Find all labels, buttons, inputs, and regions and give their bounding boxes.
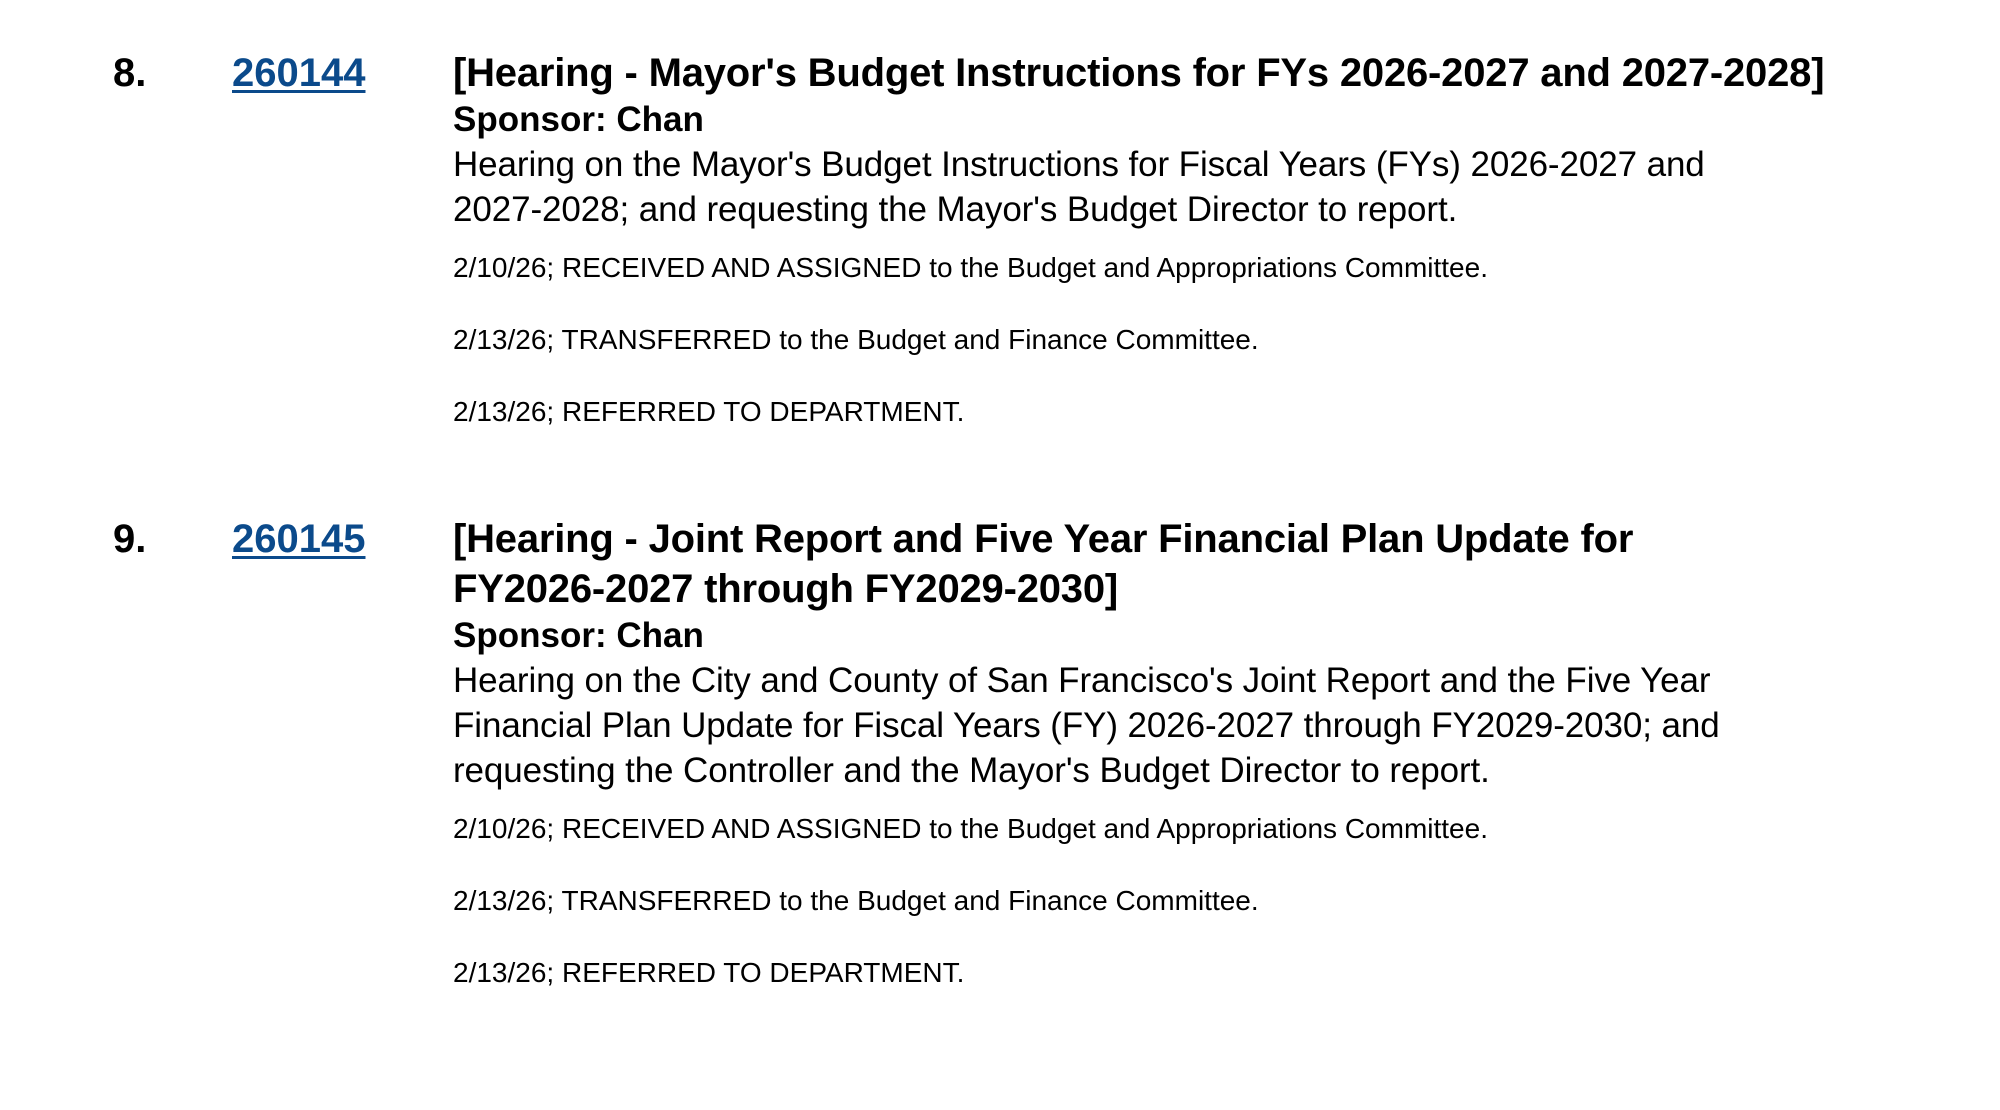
item-sponsor: Sponsor: Chan bbox=[453, 616, 704, 655]
action-entry: 2/13/26; TRANSFERRED to the Budget and Finance Committee. bbox=[453, 324, 1259, 355]
item-title-line: FY2026-2027 through FY2029-2030] bbox=[453, 567, 1119, 611]
action-history bbox=[453, 250, 1983, 466]
action-entry: 2/13/26; TRANSFERRED to the Budget and Finance Committee. bbox=[453, 885, 1259, 916]
item-content bbox=[453, 514, 1983, 1027]
item-description-line: Hearing on the City and County of San Francisco's Joint Report and the Five Year bbox=[453, 661, 1711, 700]
action-entry: 2/10/26; RECEIVED AND ASSIGNED to the Budget and Appropriations Committee. bbox=[453, 813, 1488, 844]
item-description-line: 2027-2028; and requesting the Mayor's Budget Director to report. bbox=[453, 190, 1458, 229]
item-sponsor: Sponsor: Chan bbox=[453, 100, 704, 139]
action-entry: 2/13/26; REFERRED TO DEPARTMENT. bbox=[453, 396, 965, 427]
file-number-link[interactable]: 260145 bbox=[232, 517, 366, 561]
item-description-line: requesting the Controller and the Mayor's Budget Director to report. bbox=[453, 751, 1490, 790]
action-entry: 2/13/26; REFERRED TO DEPARTMENT. bbox=[453, 957, 965, 988]
item-title-line: [Hearing - Joint Report and Five Year Financial Plan Update for bbox=[453, 517, 1634, 561]
item-description-line: Hearing on the Mayor's Budget Instructions for Fiscal Years (FYs) 2026-2027 and bbox=[453, 145, 1705, 184]
action-history bbox=[453, 811, 1983, 1027]
item-description-line: Financial Plan Update for Fiscal Years (FY) 2026-2027 through FY2029-2030; and bbox=[453, 706, 1720, 745]
item-number: 9. bbox=[113, 517, 147, 561]
item-number: 8. bbox=[113, 51, 147, 95]
action-entry: 2/10/26; RECEIVED AND ASSIGNED to the Budget and Appropriations Committee. bbox=[453, 252, 1488, 283]
item-content bbox=[453, 48, 1983, 466]
file-number-link[interactable]: 260144 bbox=[232, 51, 366, 95]
item-title: [Hearing - Mayor's Budget Instructions for FYs 2026-2027 and 2027-2028] bbox=[453, 51, 1825, 95]
